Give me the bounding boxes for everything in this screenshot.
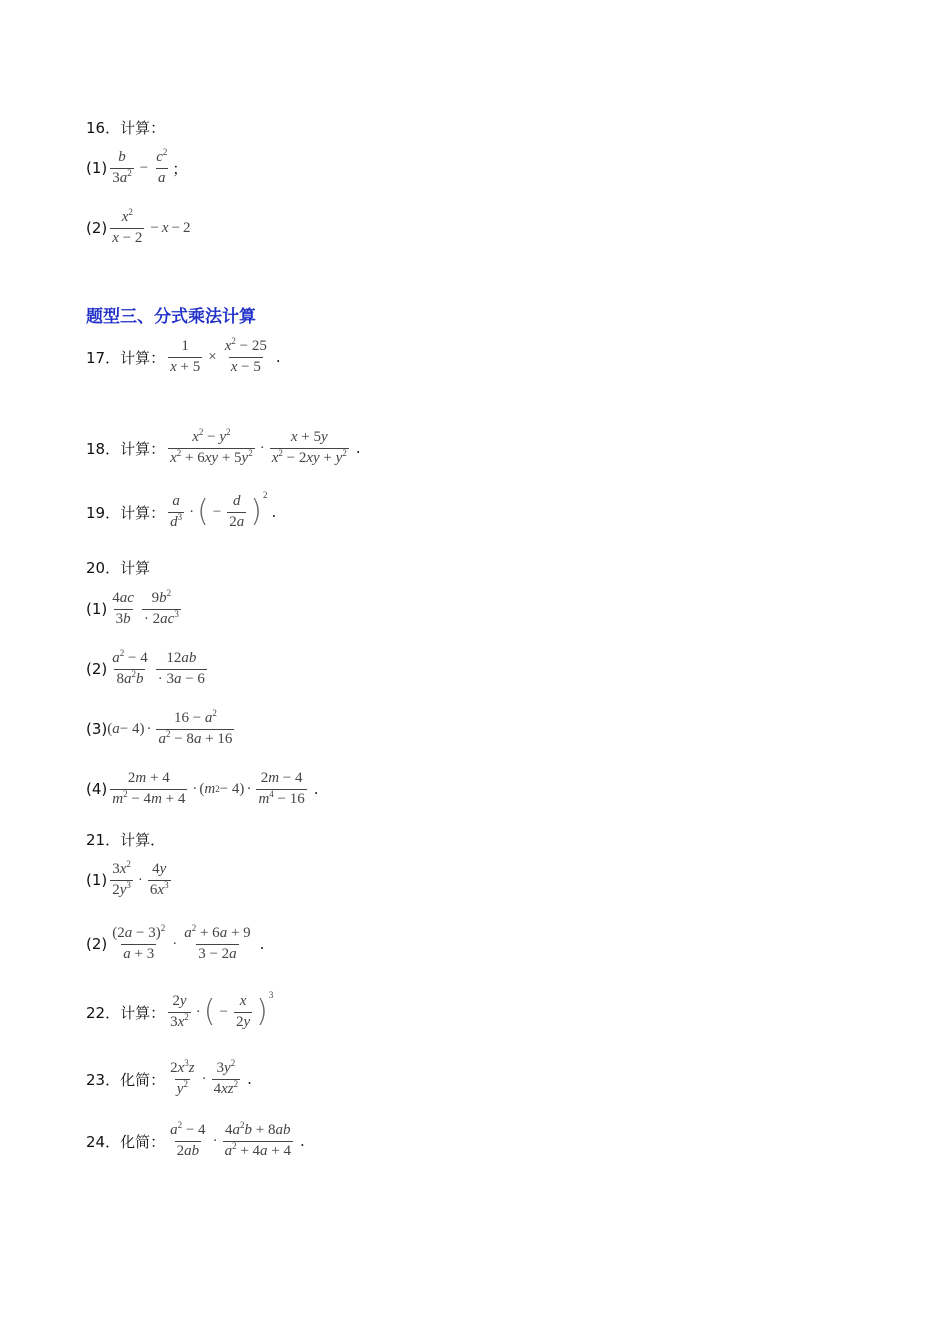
question-21-part-1 <box>86 859 174 899</box>
question-16-part-2 <box>86 207 191 247</box>
part-label: (1) <box>86 600 108 619</box>
period: . <box>300 1132 305 1151</box>
period: . <box>275 348 281 367</box>
question-label: 23．化简： <box>86 1070 166 1089</box>
math-expression: $\frac{b}{3a^2}$ − $\frac{c^2}{a}$ <box>112 147 168 186</box>
part-label: (4) <box>86 780 108 799</box>
semicolon: ； <box>172 159 188 178</box>
math-expression: $\frac{1}{x + 5}$ × $\frac{x^2 - 25}{x - 5}$ <box>170 336 267 375</box>
question-label: 19．计算： <box>86 503 166 522</box>
question-label: 24．化简： <box>86 1132 166 1151</box>
question-20-part-4 <box>86 771 319 808</box>
part-label: (1) <box>86 159 108 178</box>
question-16-title <box>86 117 165 138</box>
question-21-part-2 <box>86 923 265 963</box>
part-label: (1) <box>86 871 108 890</box>
question-20-part-3 <box>86 708 237 748</box>
math-expression: $\frac{x^2}{x - 2}$ − x − 2 <box>112 207 191 246</box>
question-16-part-1 <box>86 147 188 187</box>
period: . <box>259 935 265 954</box>
section-title: 题型三、分式乘法计算 <box>86 307 256 327</box>
question-24 <box>86 1120 305 1160</box>
period: . <box>313 780 319 799</box>
question-22 <box>86 990 274 1031</box>
math-expression: $\frac{2m + 4}{m^2 - 4m + 4}$ · ( m 2 − 4) · $\frac{2m - 4}{m^4 - 16}$ <box>112 770 305 807</box>
math-expression: $\frac{a}{d^3}$ · ( − $\frac{d}{2a}$ ) 2 <box>170 490 268 530</box>
part-label: (2) <box>86 935 108 954</box>
math-expression: $\frac{4ac}{3b}$ $\frac{9b^2}{\cdot 2ac^3}$ <box>112 588 179 627</box>
question-21-title <box>86 829 165 850</box>
question-label: 18．计算： <box>86 439 166 458</box>
part-label: (3) <box>86 720 108 739</box>
question-label: 16．计算： <box>86 119 166 137</box>
math-expression: $\frac{a^2 - 4}{2ab}$ · $\frac{4a^2b + 8ab}{a^2 + 4a + 4}$ <box>170 1120 291 1159</box>
math-expression: $\frac{a^2 - 4}{8a^2b}$ $\frac{12ab}{\cdot 3a - 6}$ <box>112 648 205 687</box>
period: . <box>271 503 277 522</box>
part-label: (2) <box>86 219 108 238</box>
math-expression: $\frac{2y}{3x^2}$ · ( − $\frac{x}{2y}$ ) 3 <box>170 990 274 1030</box>
math-expression: $\frac{x^2 - y^2}{x^2 + 6xy + 5y^2}$ · $\frac{x + 5y}{x^2 - 2xy + y^2}$ <box>170 427 347 466</box>
question-label: 22．计算： <box>86 1003 166 1022</box>
question-17 <box>86 336 281 376</box>
question-18 <box>86 427 361 467</box>
math-expression: $\frac{(2a - 3)^2}{a + 3}$ · $\frac{a^2 + 6a + 9}{3 - 2a}$ <box>112 923 251 962</box>
question-label: 21．计算． <box>86 831 166 849</box>
section-heading <box>86 302 256 327</box>
math-expression: $\frac{2x^3z}{y^2}$ · $\frac{3y^2}{4xz^2}$ <box>170 1058 239 1097</box>
question-20-part-2 <box>86 648 210 688</box>
question-23 <box>86 1058 252 1098</box>
question-19 <box>86 490 277 531</box>
part-label: (2) <box>86 660 108 679</box>
period: . <box>355 439 361 458</box>
question-label: 17．计算： <box>86 348 166 367</box>
question-20-part-1 <box>86 588 184 628</box>
question-label: 20．计算 <box>86 559 151 577</box>
math-expression: $\frac{3x^2}{2y^3}$ · $\frac{4y}{6x^3}$ <box>112 859 169 898</box>
math-expression: ( a − 4) · $\frac{16 - a^2}{a^2 - 8a + 16}$ <box>107 708 233 747</box>
question-20-title <box>86 557 150 578</box>
period: . <box>247 1070 252 1089</box>
